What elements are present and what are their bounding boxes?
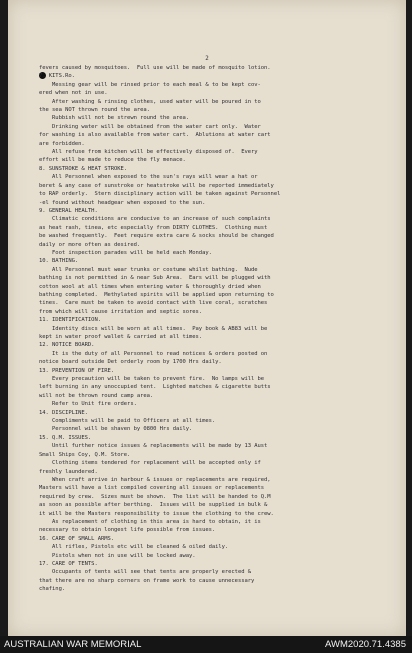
text-line: for washing is also available from water cart. Ablutions at water cart — [39, 132, 271, 139]
text-line: will not be thrown round camp area. — [39, 392, 154, 399]
text-line: left burning in any unoccupied tent. Lighted matches & cigarette butts — [39, 384, 271, 391]
document-body — [39, 64, 391, 594]
archive-footer — [0, 636, 412, 653]
text-line: effort will be made to reduce the fly menace. — [39, 157, 186, 164]
text-line: 16. CARE OF SMALL ARMS. — [39, 535, 115, 542]
text-line: 17. CARE OF TENTS. — [39, 560, 98, 567]
text-line: Messing gear will be rinsed prior to each meal & to be kept cov- — [39, 81, 261, 88]
text-line: All Personnel when exposed to the sun's rays will wear a hat or — [39, 174, 258, 181]
text-line: -el found without headgear when exposed to the sun. — [39, 199, 206, 206]
text-line: tines. Care must be taken to avoid contact with live coral, scratches — [39, 300, 268, 307]
text-line: beret & any case of sunstroke or heatstroke will be reported immediately — [39, 182, 274, 189]
text-line: required by crew. Sizes must be shown. The list will be handed to Q.M — [39, 493, 271, 500]
text-line: 12. NOTICE BOARD. — [39, 342, 95, 349]
text-line: as soon as possible after berthing. Issues will be supplied in bulk & — [39, 502, 268, 509]
text-line: freshly laundered. — [39, 468, 98, 475]
text-line: Climatic conditions are conducive to an increase of such complaints — [39, 216, 271, 223]
text-line: that there are no sharp corners on frame work to cause unnecessary — [39, 577, 255, 584]
page-number: 2 — [205, 56, 209, 62]
text-line: be washed frequently. Feet require extra care & socks should be changed — [39, 233, 274, 240]
text-line: 9. GENERAL HEALTH. — [39, 207, 98, 214]
text-line: as heat rash, tinea, etc especially from DIRTY CLOTHES. Clothing must — [39, 224, 268, 231]
text-line: 15. Q.M. ISSUES. — [39, 434, 92, 441]
text-line: necessary to obtain longest life possible from issues. — [39, 527, 216, 534]
text-line: Personnel will be shaven by 0800 Hrs daily. — [39, 426, 193, 433]
text-line: ered when not in use. — [39, 90, 108, 97]
text-line: the sea NOT thrown round the area. — [39, 107, 150, 114]
text-line: It is the duty of all Personnel to read notices & orders posted on — [39, 350, 268, 357]
text-line: All refuse from kitchen will be effectively disposed of. Every — [39, 149, 258, 156]
text-line: Small Ships Coy, Q.M. Store. — [39, 451, 131, 458]
text-line: 13. PREVENTION OF FIRE. — [39, 367, 115, 374]
text-line: 14. DISCIPLINE. — [39, 409, 88, 416]
text-line: are forbidden. — [39, 140, 85, 147]
text-line: All rifles, Pistols etc will be cleaned & oiled daily. — [39, 544, 229, 551]
text-line: When craft arrive in harbour & issues or replacements are required, — [39, 476, 271, 483]
document-page — [8, 0, 406, 636]
text-line: bathing is not permitted in & near Sub Area. Ears will be plugged with — [39, 275, 271, 282]
text-line: chafing. — [39, 586, 66, 593]
text-line: All Personnel must wear trunks or costume whilst bathing. Nude — [39, 266, 258, 273]
text-line: After washing & rinsing clothes, used water will be poured in to — [39, 98, 261, 105]
text-line: cotton wool at all times when entering water & thoroughly dried when — [39, 283, 261, 290]
text-line: 10. BATHING. — [39, 258, 79, 265]
text-line: Clothing items tendered for replacement will be accepted only if — [39, 460, 261, 467]
text-line: 8. SUNSTROKE & HEAT STROKE. — [39, 165, 128, 172]
text-line: Compliments will be paid to Officers at all times. — [39, 418, 216, 425]
text-line: fevers caused by mosquitoes. Full use will be made of mosquito lotion. — [39, 65, 271, 71]
text-line: notice board outside Det orderly room by 1700 Hrs daily. — [39, 359, 222, 366]
text-line: As replacement of clothing in this area is hard to obtain, it is — [39, 518, 261, 525]
text-line: it will be the Masters responsibility to issue the clothing to the crew. — [39, 510, 274, 517]
text-line: Occupants of tents will see that tents are properly erected & — [39, 569, 251, 576]
text-line: from which will cause irritation and septic sores. — [39, 308, 203, 315]
text-line: daily or more often as desired. — [39, 241, 141, 248]
text-line: Foot inspection parades will be held each Monday. — [39, 249, 212, 256]
text-line: Refer to Unit fire orders. — [39, 401, 137, 408]
text-line: Identity discs will be worn at all times. Pay book & AB83 will be — [39, 325, 268, 332]
text-line: kept in water proof wallet & carried at all times. — [39, 334, 203, 340]
text-line: Drinking water will be obtained from the water cart only. Water — [39, 123, 261, 130]
text-line: Until further notice issues & replacements will be made by 13 Aust — [39, 443, 268, 450]
text-line: 11. IDENTIFICATION. — [39, 317, 101, 324]
text-line: bathing completed. Methylated spirits will be applied upon returning to — [39, 291, 274, 298]
text-line: Pistols when not in use will be locked away. — [39, 552, 196, 559]
text-line: 7. KITS.Ro. — [39, 73, 75, 80]
text-line: Rubbish will not be strewn round the area. — [39, 115, 190, 122]
text-line: Masters will have a list compiled covering all issues or replacements — [39, 485, 265, 492]
footer-institution: AUSTRALIAN WAR MEMORIAL — [4, 639, 142, 650]
text-line: to RAP orderly. Stern disciplinary action will be taken against Personnel — [39, 191, 281, 198]
footer-accession-number: AWM2020.71.4385 — [325, 639, 406, 650]
text-line: Every precaution will be taken to prevent fire. No lamps will be — [39, 376, 265, 383]
